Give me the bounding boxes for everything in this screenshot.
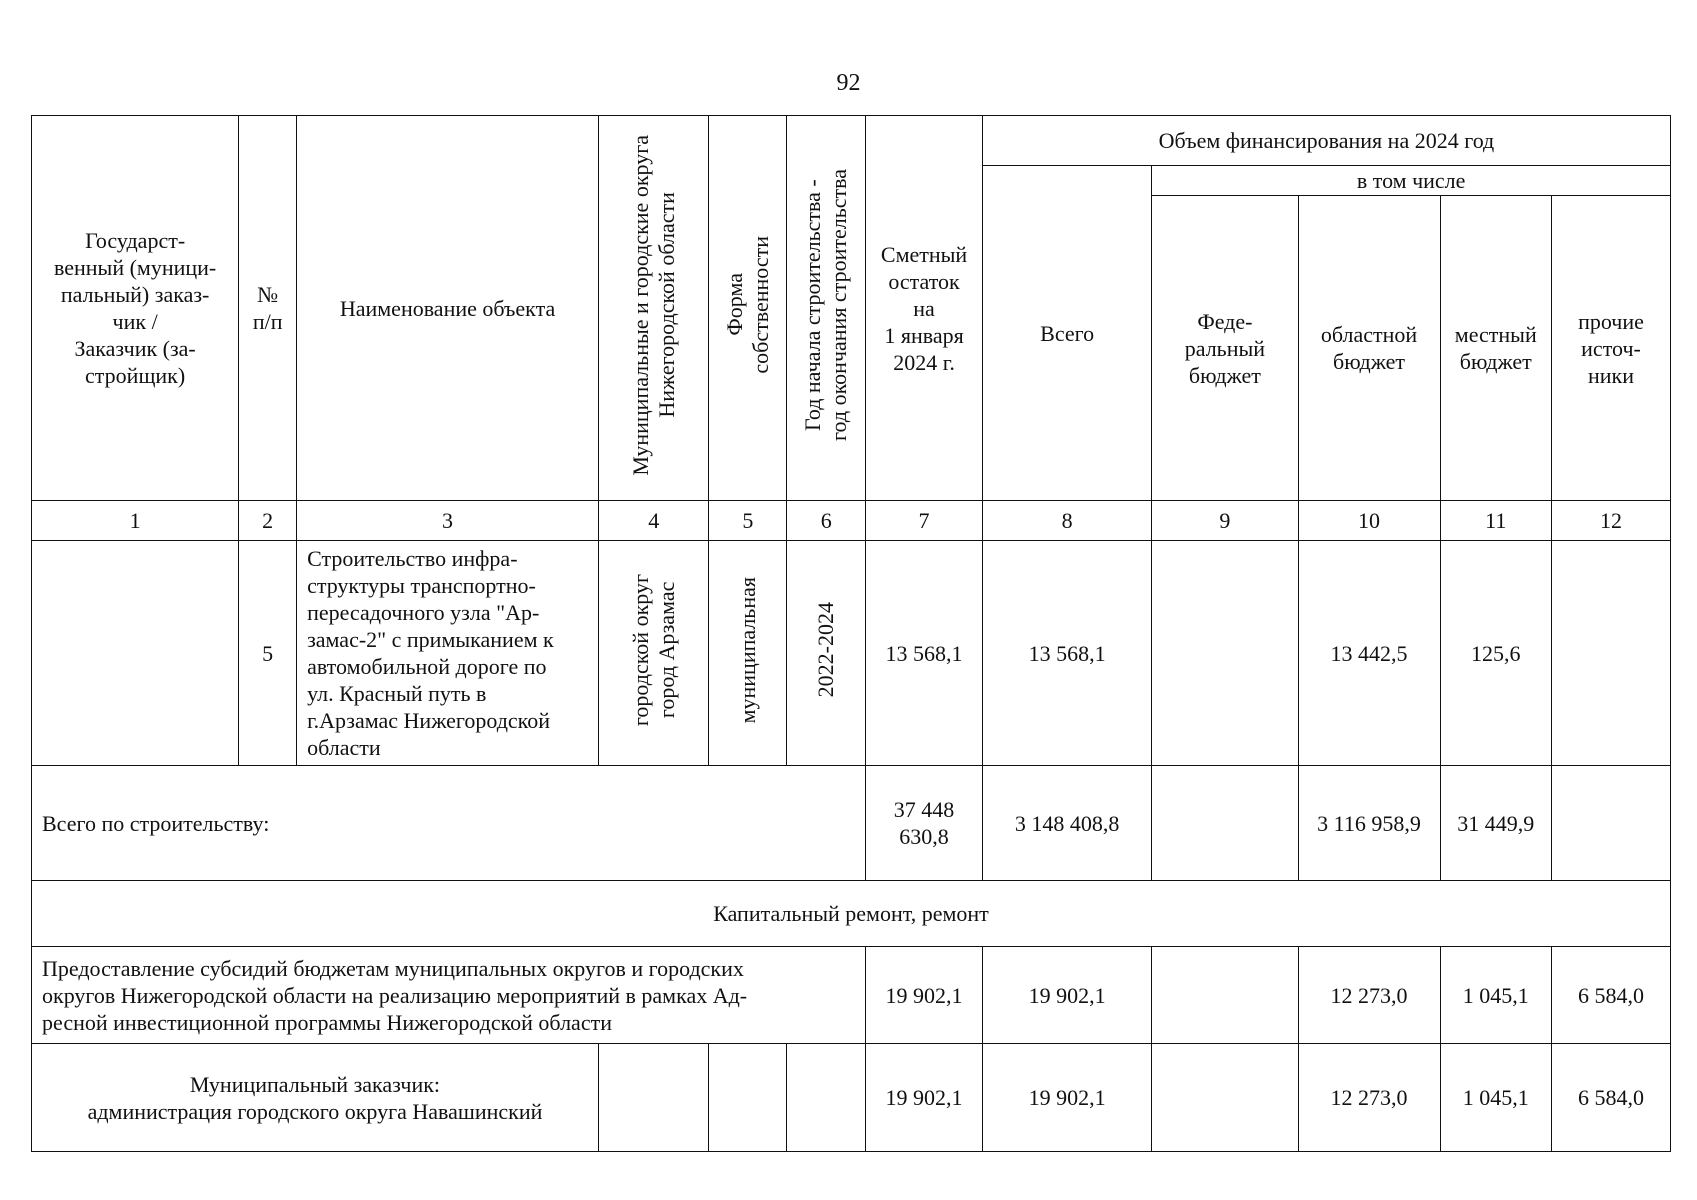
table-row [32,541,1671,766]
cell-total: 13 568,1 [982,541,1151,766]
header-object-name: Наименование объекта [297,116,599,501]
cell-customer [32,541,239,766]
cell-other [1552,766,1671,881]
cell-estimate-balance: 19 902,1 [866,1044,983,1152]
column-number: 11 [1440,501,1552,541]
cell-local: 1 045,1 [1440,1044,1552,1152]
subsidies-label: Предоставление субсидий бюджетам муниципальных округов и городских округов Нижегородской области на реализацию мероприятий в рамках Ад- ресной инвестиционной программы Нижегородской области [32,947,866,1044]
header-including: в том числе [1152,166,1671,196]
header-other: прочие источ- ники [1552,196,1671,501]
cell-local: 1 045,1 [1440,947,1552,1044]
section-row [32,881,1671,947]
table-row [32,947,1671,1044]
cell-other: 6 584,0 [1552,947,1671,1044]
cell-federal [1152,766,1298,881]
page-number: 92 [836,70,861,96]
cell-empty [787,1044,866,1152]
cell-total: 19 902,1 [982,947,1151,1044]
cell-total: 3 148 408,8 [982,766,1151,881]
column-number: 4 [598,501,708,541]
header-customer: Государст- венный (муници- пальный) заказ- чик / Заказчик (за- стройщик) [32,116,239,501]
cell-regional: 13 442,5 [1298,541,1440,766]
header-federal: Феде- ральный бюджет [1152,196,1298,501]
cell-local: 125,6 [1440,541,1552,766]
table-row [32,1044,1671,1152]
header-ownership: Форма собственности [709,116,787,501]
cell-regional: 12 273,0 [1298,1044,1440,1152]
cell-estimate-balance: 37 448 630,8 [866,766,983,881]
column-number: 10 [1298,501,1440,541]
column-number: 12 [1552,501,1671,541]
table-row [32,766,1671,881]
cell-years: 2022-2024 [787,541,866,766]
header-district: Муниципальные и городские округа Нижегородской области [598,116,708,501]
column-number: 3 [297,501,599,541]
cell-total: 19 902,1 [982,1044,1151,1152]
cell-federal [1152,541,1298,766]
cell-estimate-balance: 13 568,1 [866,541,983,766]
header-total: Всего [982,166,1151,501]
header-local: местный бюджет [1440,196,1552,501]
cell-federal [1152,1044,1298,1152]
column-number: 8 [982,501,1151,541]
column-number: 6 [787,501,866,541]
column-number-row [32,501,1671,541]
cell-federal [1152,947,1298,1044]
investment-program-table [31,115,1671,1152]
cell-estimate-balance: 19 902,1 [866,947,983,1044]
column-number: 7 [866,501,983,541]
cell-object-name: Строительство инфра- структуры транспортно- пересадочного узла "Ар- замас-2" с примыканием к автомобильной дороге по ул. Красный путь в г.Арзамас Нижегородской области [297,541,599,766]
cell-number: 5 [239,541,297,766]
column-number: 1 [32,501,239,541]
cell-other: 6 584,0 [1552,1044,1671,1152]
cell-district: городской округ город Арзамас [598,541,708,766]
cell-other [1552,541,1671,766]
section-title: Капитальный ремонт, ремонт [32,881,1671,947]
column-number: 9 [1152,501,1298,541]
cell-regional: 3 116 958,9 [1298,766,1440,881]
cell-empty [709,1044,787,1152]
header-funding-title: Объем финансирования на 2024 год [982,116,1670,166]
cell-empty [598,1044,708,1152]
header-estimate-balance: Сметный остаток на 1 января 2024 г. [866,116,983,501]
construction-total-label: Всего по строительству: [32,766,866,881]
cell-regional: 12 273,0 [1298,947,1440,1044]
header-regional: областной бюджет [1298,196,1440,501]
column-number: 5 [709,501,787,541]
header-number: № п/п [239,116,297,501]
header-years: Год начала строительства - год окончания строительства [787,116,866,501]
column-number: 2 [239,501,297,541]
cell-local: 31 449,9 [1440,766,1552,881]
cell-ownership: муниципальная [709,541,787,766]
municipal-customer-label: Муниципальный заказчик: администрация городского округа Навашинский [32,1044,599,1152]
